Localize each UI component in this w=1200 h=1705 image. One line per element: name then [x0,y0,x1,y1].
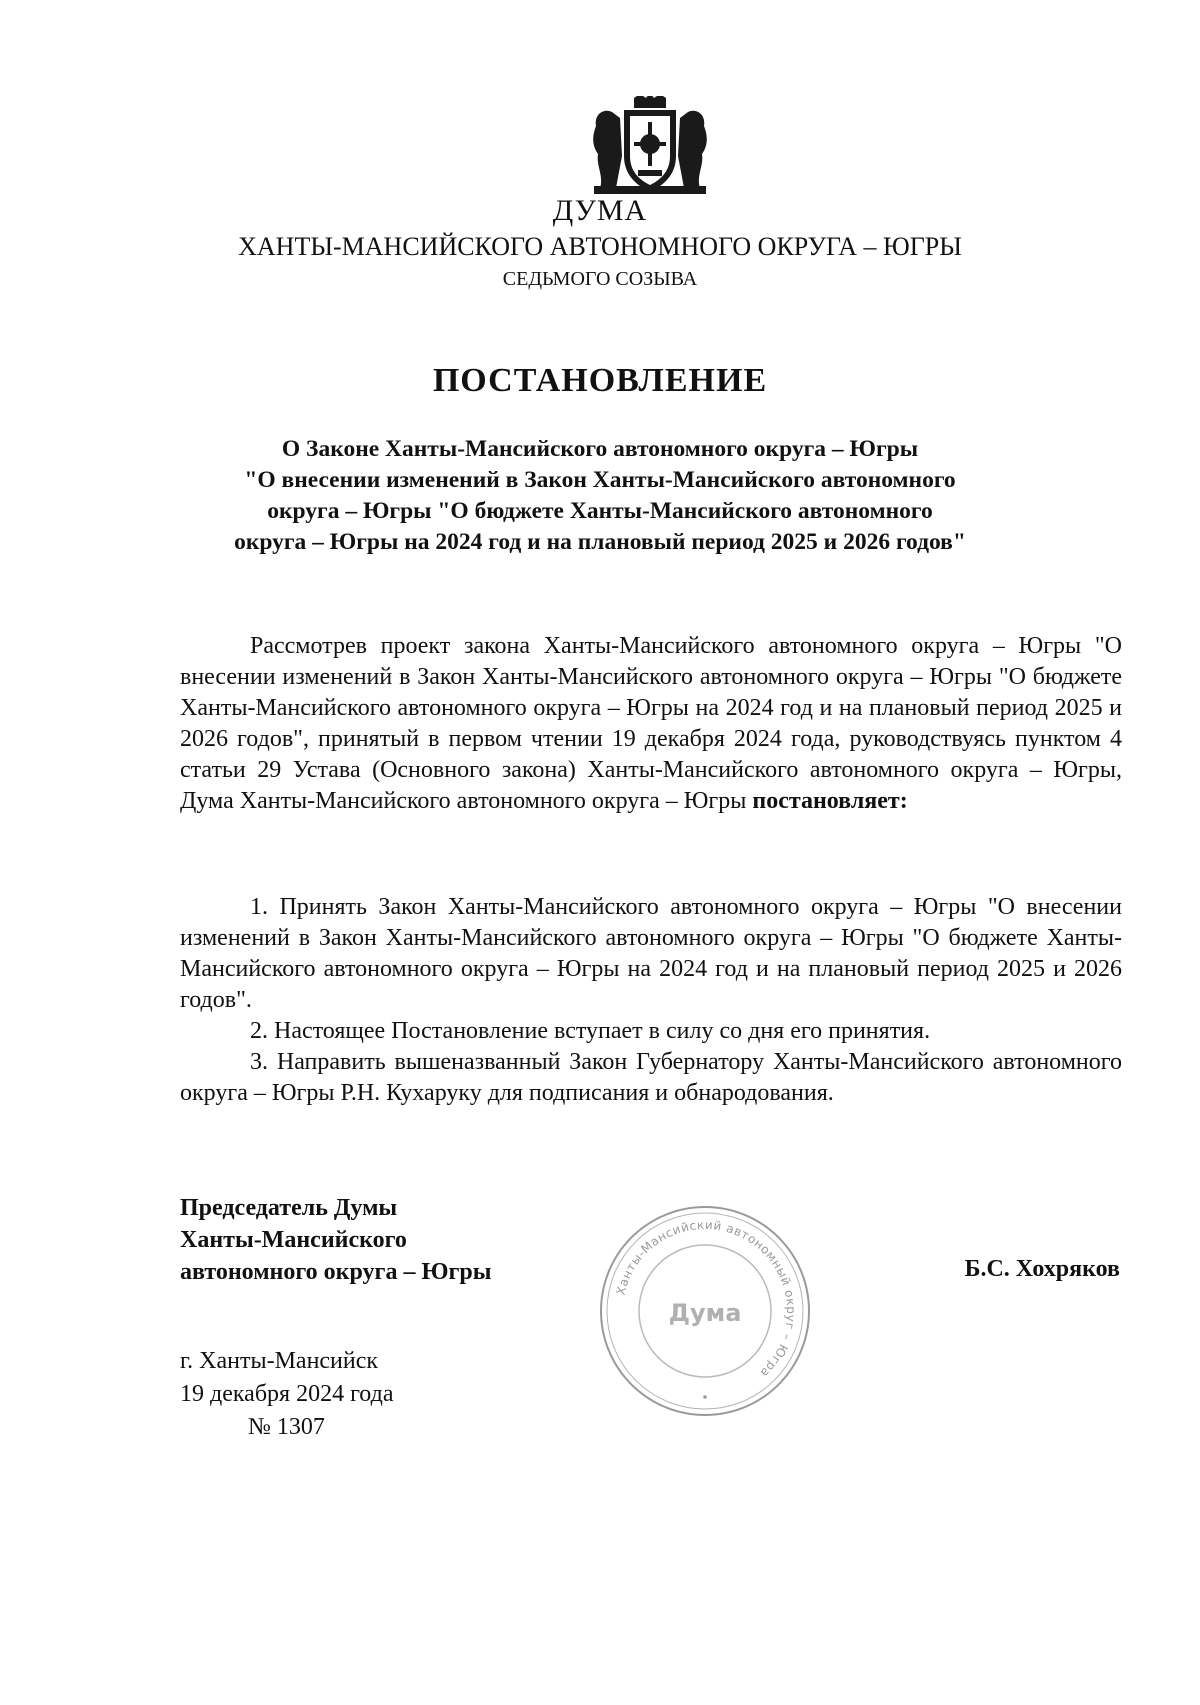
resolution-item: 3. Направить вышеназванный Закон Губернатору Ханты-Мансийского автономного округа – Югры Р.Н. Кухаруку для подписания и обнародования. [180,1049,1122,1106]
subject-line: О Законе Ханты-Мансийского автономного округа – Югры [281,436,919,462]
seal-center-text: Дума [668,1299,742,1327]
official-seal [597,1203,813,1419]
subject-line: округа – Югры на 2024 год и на плановый период 2025 и 2026 годов" [234,529,966,555]
signatory-title-line: Председатель Думы [180,1195,398,1221]
region-title: ХАНТЫ-МАНСИЙСКОГО АВТОНОМНОГО ОКРУГА – ЮГРЫ [238,232,962,261]
signatory-title-line: автономного округа – Югры [180,1259,492,1285]
seal-ring-text: Ханты-Мансийский автономный округ – Югра [613,1217,799,1381]
preamble-text: Рассмотрев проект закона Ханты-Мансийского автономного округа – Югры "О внесении изменений в Закон Ханты-Мансийского автономного округа – Югры "О бюджете Ханты-Мансийского автономного округа – Югры на 2024 год и на плановый период 2025 и 2026 годов", принятый в первом чтении 19 декабря 2024 года, руководствуясь пунктом 4 статьи 29 Устава (Основного закона) Ханты-Мансийского автономного округа – Югры, Дума Ханты-Мансийского автономного округа – Югры [180,633,1122,814]
issue-details [180,1345,393,1444]
resolution-items [180,892,1122,1109]
subject-line: "О внесении изменений в Закон Ханты-Мансийского автономного [244,467,956,493]
signatory-title [180,1192,491,1288]
document-number: № 1307 [248,1414,325,1440]
document-type-heading: ПОСТАНОВЛЕНИЕ [432,362,768,399]
signatory-name: Б.С. Хохряков [964,1256,1120,1282]
document-subject [180,434,1020,558]
coat-of-arms-icon [590,96,710,196]
subject-line: округа – Югры "О бюджете Ханты-Мансийского автономного [267,498,933,524]
preamble-paragraph [180,631,1122,817]
institution-title: ДУМА [552,194,648,227]
issue-date: 19 декабря 2024 года [180,1381,394,1407]
issue-city: г. Ханты-Мансийск [180,1348,379,1374]
decision-word: постановляет: [752,788,908,814]
convocation-title: СЕДЬМОГО СОЗЫВА [502,268,698,290]
resolution-item: 2. Настоящее Постановление вступает в силу со дня его принятия. [250,1018,931,1044]
resolution-item: 1. Принять Закон Ханты-Мансийского автономного округа – Югры "О внесении изменений в Закон Ханты-Мансийского автономного округа – Югры "О бюджете Ханты-Мансийского автономного округа – Югры на 2024 год и на плановый период 2025 и 2026 годов". [180,894,1122,1013]
signatory-title-line: Ханты-Мансийского [180,1227,407,1253]
